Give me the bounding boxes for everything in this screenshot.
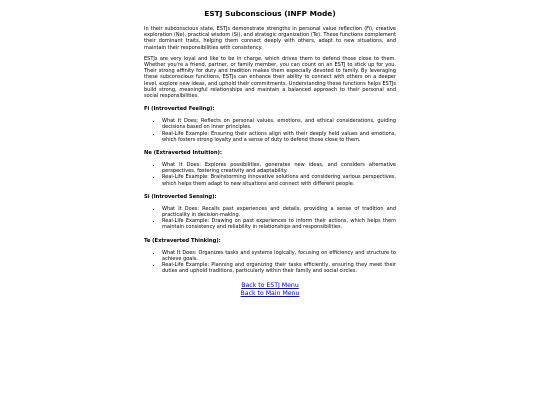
section-fi bbox=[144, 106, 396, 143]
list-item: • Real-Life Example: Ensuring their actions align with their deeply held values and emotions, which fosters strong loyalty and a sense of duty to defend those close to them. bbox=[162, 131, 396, 143]
page-title: ESTJ Subconscious (INFP Mode) bbox=[204, 9, 336, 18]
section-heading-fi: Fi (Introverted Feeling): bbox=[144, 106, 215, 113]
list-item: • What It Does: Reflects on personal values, emotions, and ethical considerations, guiding decisions based on inner principles. bbox=[162, 118, 396, 130]
section-list-te bbox=[144, 250, 396, 275]
list-item: • What It Does: Organizes tasks and systems logically, focusing on efficiency and structure to achieve goals. bbox=[162, 250, 396, 262]
section-heading-si: Si (Introverted Sensing): bbox=[144, 193, 217, 200]
list-item: • Real-Life Example: Drawing on past experiences to inform their actions, which helps them maintain consistency and reliability in relationships and responsibilities. bbox=[162, 218, 396, 230]
back-to-main-menu-link[interactable]: Back to Main Menu bbox=[240, 290, 300, 298]
list-item: • Real-Life Example: Planning and organizing their tasks efficiently, ensuring they meet their duties and uphold traditions, particularly within their family and social circles. bbox=[162, 262, 396, 274]
section-heading-te: Te (Extraverted Thinking): bbox=[144, 237, 221, 244]
list-item: • Real-Life Example: Brainstorming innovative solutions and considering various perspectives, which helps them adapt to new situations and connect with different people. bbox=[162, 174, 396, 186]
intro-paragraph-1: In their subconscious state, ESTJs demonstrate strengths in personal value reflection (Fi), creative exploration (Ne), practical wisdom (Si), and strategic organization (Te). These functions complement their dominant traits, helping them connect deeply with others, adapt to new situations, and maintain their responsibilities with consistency. bbox=[144, 26, 396, 51]
navigation-links bbox=[144, 282, 396, 297]
intro-paragraph-2: ESTJs are very loyal and like to be in charge, which drives them to defend those close to them. Whether you're a friend, partner, or family member, you can count on an ESTJ to stick up for you. Their strong affinity for duty and tradition makes them especially devoted to family. By leveraging these subconscious functions, ESTJs can enhance their ability to connect with others on a deeper level, explore new ideas, and uphold their commitments. Understanding these functions helps ESTJs build strong, meaningful relationships and maintain a balanced approach to their personal and social responsibilities. bbox=[144, 55, 396, 100]
section-si bbox=[144, 194, 396, 231]
section-te bbox=[144, 238, 396, 275]
section-list-fi bbox=[144, 118, 396, 143]
page-content bbox=[144, 0, 396, 298]
list-item: • What It Does: Explores possibilities, generates new ideas, and considers alternative perspectives, fostering creativity and adaptability. bbox=[162, 162, 396, 174]
section-ne bbox=[144, 150, 396, 187]
section-heading-ne: Ne (Extraverted Intuition): bbox=[144, 150, 222, 157]
back-to-estj-menu-link[interactable]: Back to ESTJ Menu bbox=[241, 282, 299, 290]
list-item: • What It Does: Recalls past experiences and details, providing a sense of tradition and practicality in decision-making. bbox=[162, 206, 396, 218]
section-list-ne bbox=[144, 162, 396, 187]
section-list-si bbox=[144, 206, 396, 231]
